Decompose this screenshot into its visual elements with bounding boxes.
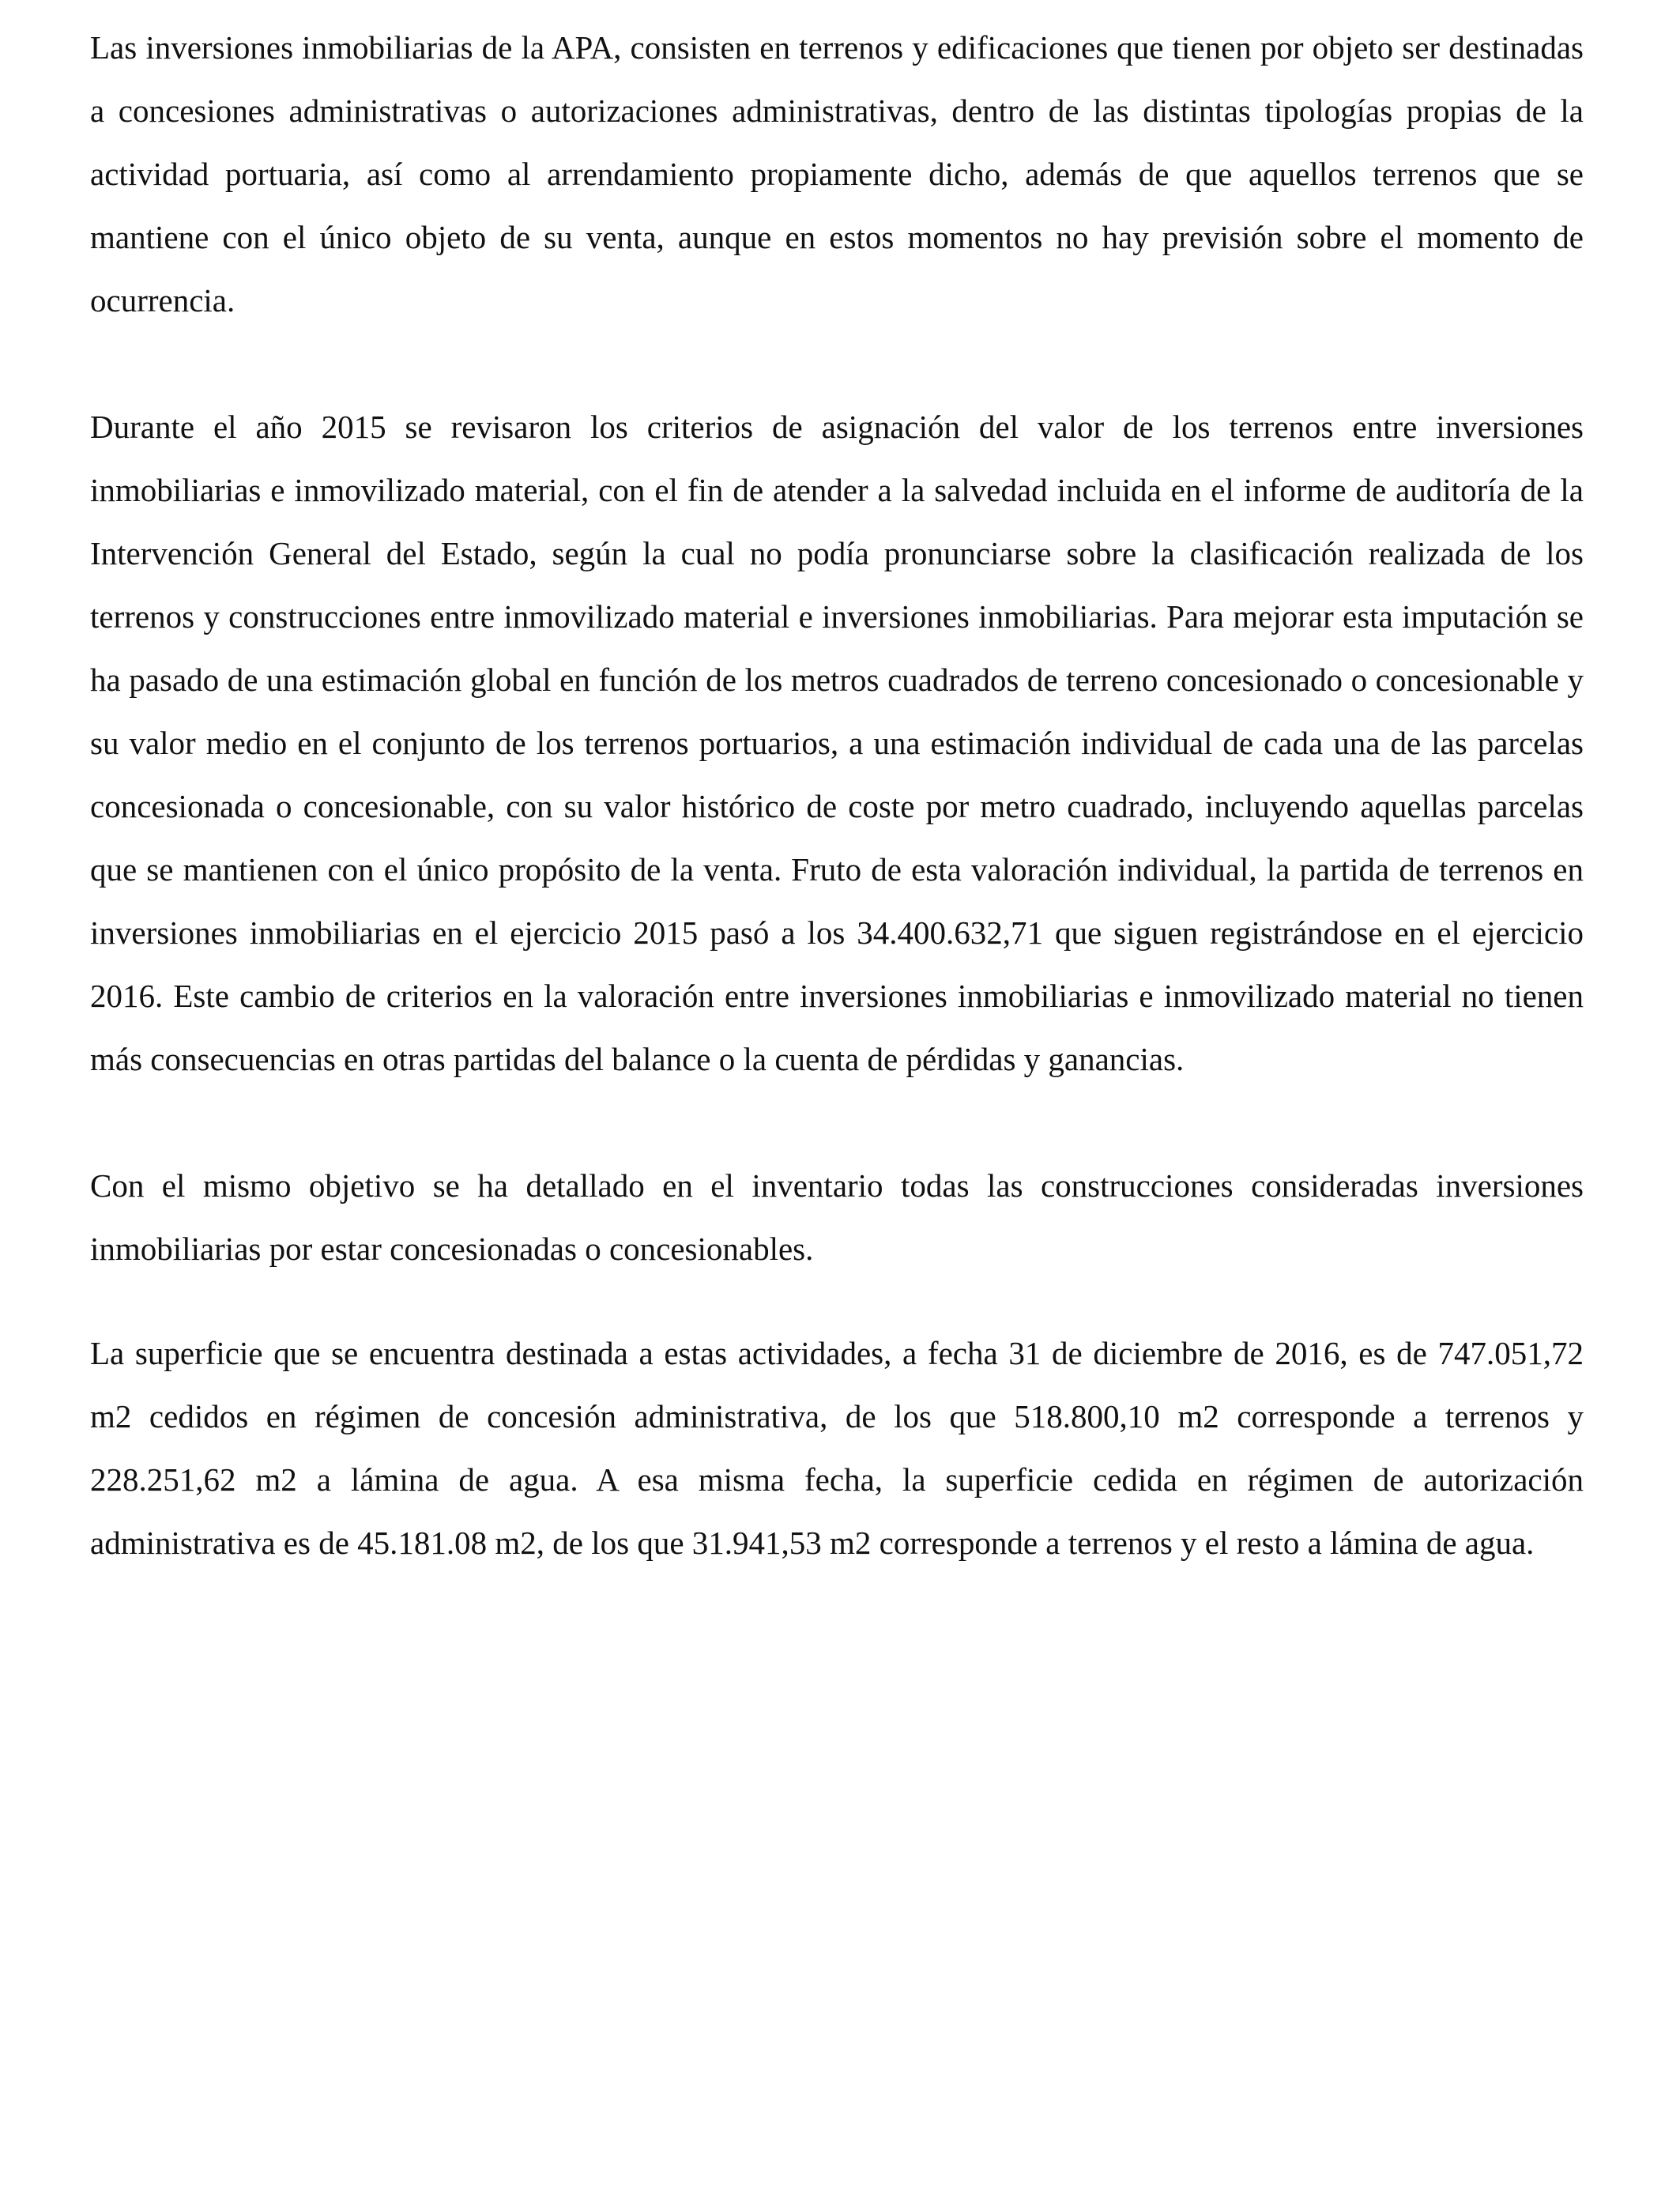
paragraph-superficie: La superficie que se encuentra destinada a estas actividades, a fecha 31 de diciembre de 2016, es de 747.051,72 m2 cedidos en régimen de concesión administrativa, de los que 518.800,10 m2 corresponde a terrenos y 228.251,62 m2 a lámina de agua. A esa misma fecha, la superficie cedida en régimen de autorización administrativa es de 45.181.08 m2, de los que 31.941,53 m2 corresponde a terrenos y el resto a lámina de agua. (90, 1335, 1584, 1561)
paragraph-inversiones-inmobiliarias: Las inversiones inmobiliarias de la APA, consisten en terrenos y edificaciones que tienen por objeto ser destinadas a concesiones administrativas o autorizaciones administrativas, dentro de las distintas tipologías propias de la actividad portuaria, así como al arrendamiento propiamente dicho, además de que aquellos terrenos que se mantiene con el único objeto de su venta, aunque en estos momentos no hay previsión sobre el momento de ocurrencia. (90, 29, 1584, 319)
paragraph-construcciones: Con el mismo objetivo se ha detallado en el inventario todas las construcciones consideradas inversiones inmobiliarias por estar concesionadas o concesionables. (90, 1167, 1584, 1267)
paragraph-criterios-2015: Durante el año 2015 se revisaron los criterios de asignación del valor de los terrenos entre inversiones inmobiliarias e inmovilizado material, con el fin de atender a la salvedad incluida en el informe de auditoría de la Intervención General del Estado, según la cual no podía pronunciarse sobre la clasificación realizada de los terrenos y construcciones entre inmovilizado material e inversiones inmobiliarias. Para mejorar esta imputación se ha pasado de una estimación global en función de los metros cuadrados de terreno concesionado o concesionable y su valor medio en el conjunto de los terrenos portuarios, a una estimación individual de cada una de las parcelas concesionada o concesionable, con su valor histórico de coste por metro cuadrado, incluyendo aquellas parcelas que se mantienen con el único propósito de la venta. Fruto de esta valoración individual, la partida de terrenos en inversiones inmobiliarias en el ejercicio 2015 pasó a los 34.400.632,71 que siguen registrándose en el ejercicio 2016. Este cambio de criterios en la valoración entre inversiones inmobiliarias e inmovilizado material no tienen más consecuencias en otras partidas del balance o la cuenta de pérdidas y ganancias. (90, 409, 1584, 1077)
document-page (90, 16, 1584, 1574)
